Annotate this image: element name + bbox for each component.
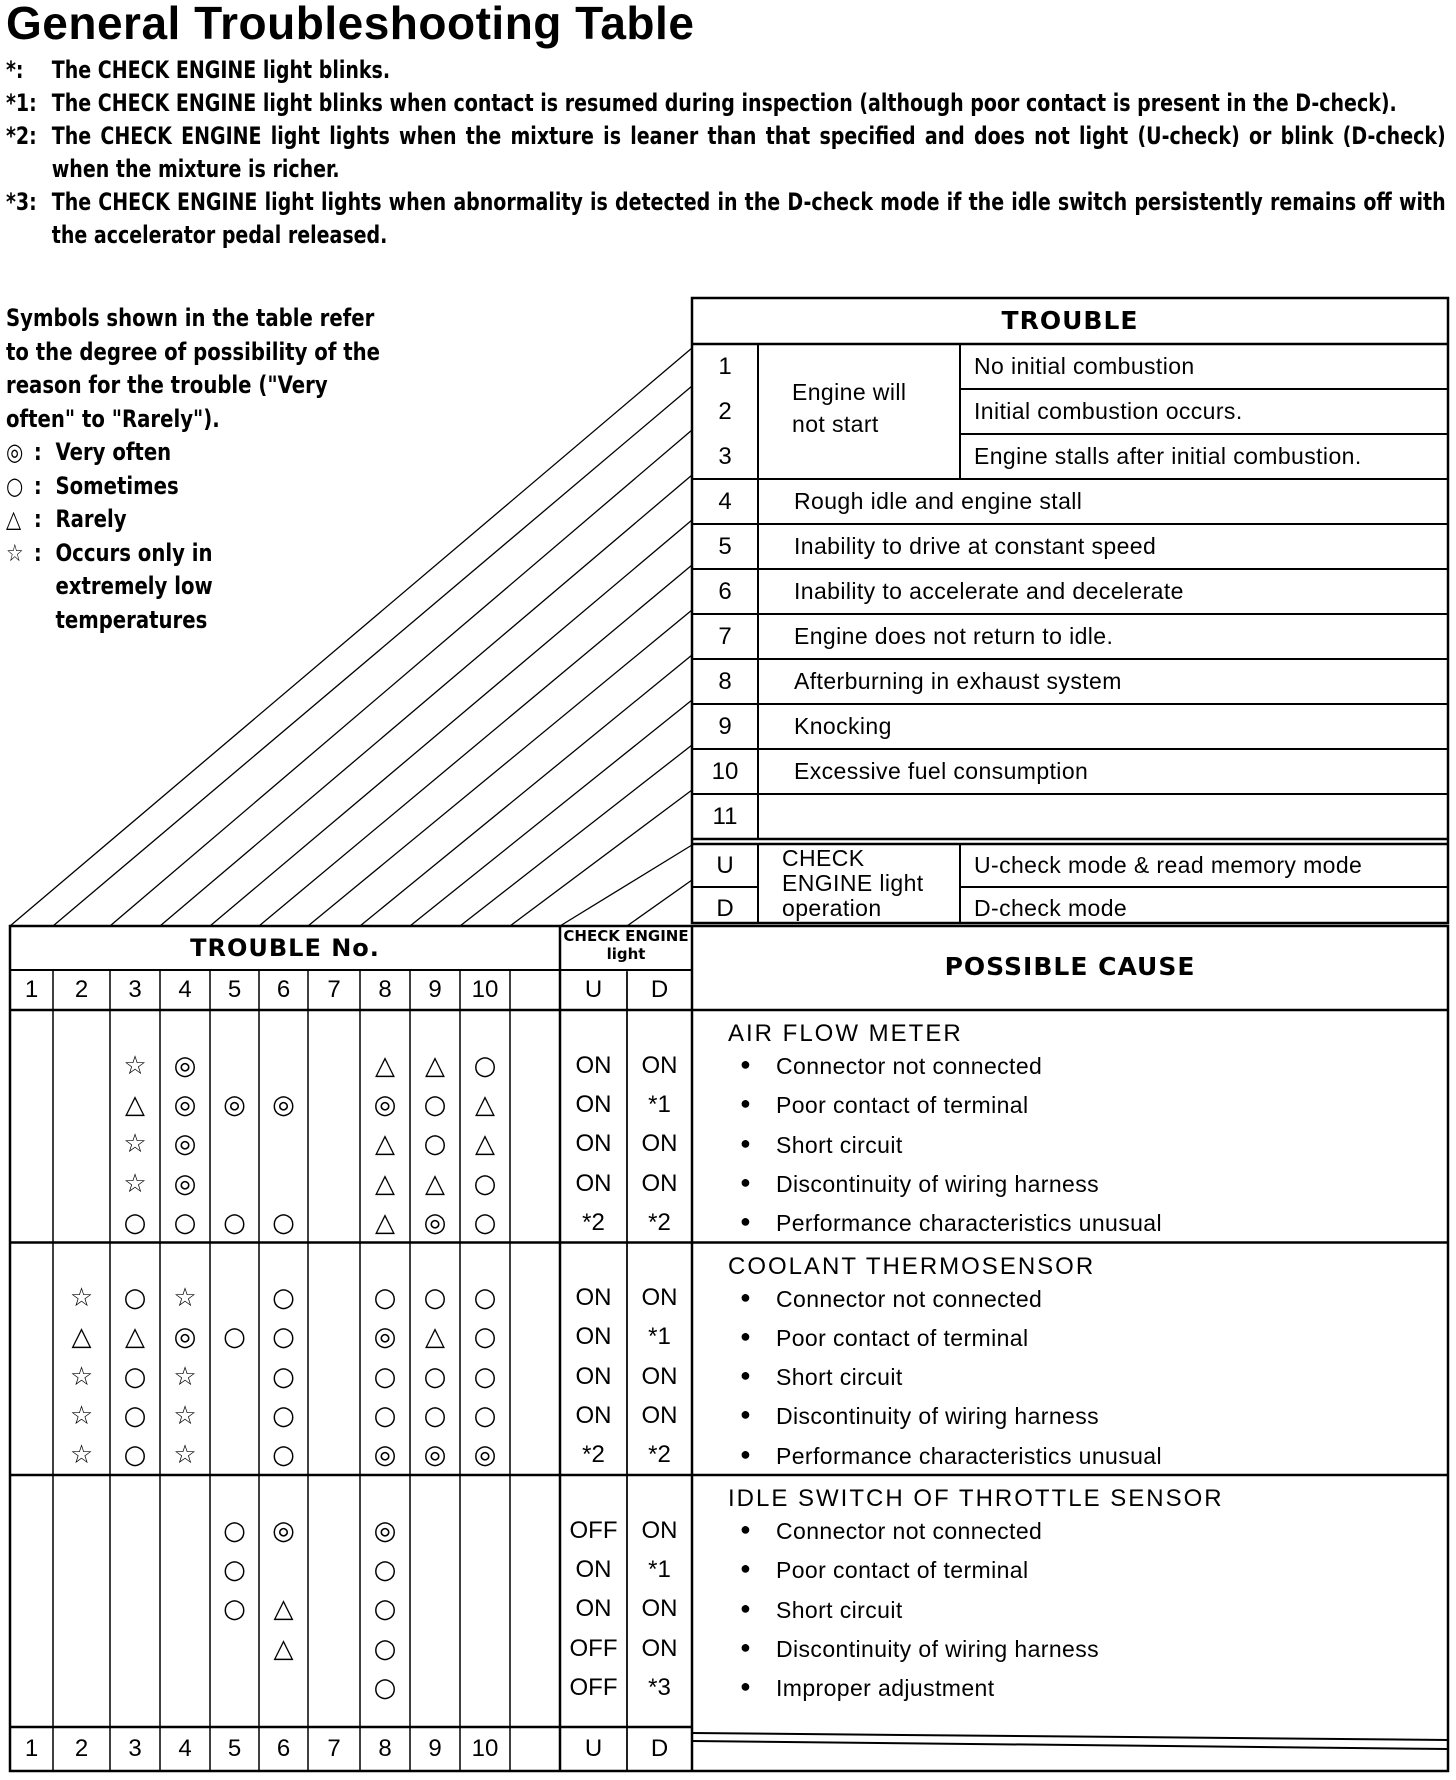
possibility-mark: ○ <box>473 1050 497 1081</box>
possibility-mark: ○ <box>473 1207 497 1238</box>
u-check-value: *2 <box>582 1208 605 1236</box>
cause-text: Improper adjustment <box>776 1675 995 1702</box>
trouble-group-label: Engine will not start <box>792 379 907 437</box>
possibility-mark: ○ <box>373 1594 397 1625</box>
possibility-mark: ○ <box>223 1322 246 1353</box>
cause-text: Connector not connected <box>776 1053 1043 1079</box>
bullet-icon: ● <box>740 1443 752 1464</box>
possibility-mark: △ <box>425 1322 445 1353</box>
possibility-mark: ○ <box>272 1207 295 1238</box>
trouble-number: 9 <box>718 712 732 740</box>
possibility-mark: ○ <box>423 1361 447 1392</box>
mode-description: D-check mode <box>974 895 1128 921</box>
d-check-value: *1 <box>648 1090 671 1118</box>
possibility-mark: ☆ <box>123 1129 147 1160</box>
footer-column: 7 <box>327 1735 341 1762</box>
u-check-value: OFF <box>569 1634 618 1662</box>
possibility-mark: ◎ <box>173 1168 197 1199</box>
trouble-number: 11 <box>712 802 738 830</box>
bullet-icon: ● <box>740 1093 752 1114</box>
possibility-mark: ○ <box>423 1283 447 1314</box>
footer-column: 4 <box>178 1735 192 1762</box>
column-header: 10 <box>471 976 499 1003</box>
bullet-icon: ● <box>740 1519 752 1539</box>
possibility-mark: ☆ <box>173 1283 197 1314</box>
bullet-icon: ● <box>740 1325 752 1346</box>
possible-cause-header: POSSIBLE CAUSE <box>944 952 1196 981</box>
trouble-header: TROUBLE <box>1001 306 1139 335</box>
footer-column: 5 <box>227 1735 242 1762</box>
group-title: AIR FLOW METER <box>728 1020 963 1047</box>
mode-description: U-check mode & read memory mode <box>974 852 1363 878</box>
possibility-mark: ○ <box>272 1401 295 1432</box>
possibility-mark: △ <box>125 1322 145 1353</box>
column-header: 5 <box>227 976 242 1003</box>
cause-text: Short circuit <box>776 1364 903 1391</box>
cause-text: Performance characteristics unusual <box>776 1442 1162 1469</box>
trouble-number: 1 <box>718 352 732 380</box>
footnote-text: The CHECK ENGINE light blinks when contact is resumed during inspection (although poor contact is present in the D-check). <box>51 89 1397 117</box>
footnote-text: The CHECK ENGINE light blinks. <box>51 56 391 84</box>
u-check-value: ON <box>575 1284 612 1312</box>
u-check-value: ON <box>575 1555 612 1583</box>
u-check-value: ON <box>575 1090 612 1118</box>
possibility-mark: ○ <box>173 1207 197 1238</box>
trouble-description: Inability to drive at constant speed <box>794 533 1157 559</box>
bullet-icon: ● <box>740 1597 752 1618</box>
light-operation-label: CHECK ENGINE light operation <box>782 845 924 921</box>
possibility-mark: △ <box>375 1050 395 1081</box>
trouble-number: 7 <box>718 622 732 650</box>
footnote-text: The CHECK ENGINE light lights when the mixture is leaner than that specified and does not light (U-check) or blink (D-check) when the mixture is richer. <box>51 122 1446 183</box>
possibility-mark: ○ <box>223 1594 246 1625</box>
cause-text: Poor contact of terminal <box>776 1324 1029 1351</box>
trouble-number: 2 <box>718 397 732 425</box>
trouble-description: Knocking <box>794 713 892 739</box>
legend-label: Occurs only in extremely low temperatures <box>55 538 213 634</box>
trouble-description: Excessive fuel consumption <box>794 758 1089 784</box>
column-header: 8 <box>378 976 392 1003</box>
legend-label: Very often <box>55 438 172 466</box>
bullet-icon: ● <box>740 1132 752 1153</box>
possibility-mark: ○ <box>123 1401 147 1432</box>
u-check-value: OFF <box>569 1516 618 1544</box>
possibility-mark: ○ <box>473 1322 497 1353</box>
column-header: D <box>650 976 669 1003</box>
possibility-mark: △ <box>375 1168 395 1199</box>
legend-item: △ : Rarely <box>6 503 465 537</box>
bullet-icon: ● <box>740 1676 752 1697</box>
possibility-mark: ○ <box>373 1554 397 1585</box>
footnote-mark: *3: <box>6 188 37 216</box>
possibility-mark: ○ <box>223 1515 246 1546</box>
possibility-mark: ○ <box>123 1361 147 1392</box>
trouble-number: 3 <box>718 442 732 470</box>
possibility-mark: ○ <box>473 1401 497 1432</box>
possibility-mark: ◎ <box>272 1089 295 1120</box>
possibility-mark: ☆ <box>123 1050 147 1081</box>
possibility-mark: ○ <box>272 1361 295 1392</box>
possibility-mark: ☆ <box>69 1283 94 1314</box>
possibility-mark: ◎ <box>373 1515 397 1546</box>
possibility-mark: ○ <box>123 1440 147 1471</box>
footer-column: 1 <box>24 1735 39 1762</box>
cause-text: Discontinuity of wiring harness <box>776 1635 1100 1662</box>
possibility-mark: △ <box>375 1207 395 1238</box>
possibility-mark: ◎ <box>423 1207 447 1238</box>
cause-text: Discontinuity of wiring harness <box>776 1403 1100 1430</box>
possibility-mark: ○ <box>272 1322 295 1353</box>
d-check-value: ON <box>641 1595 678 1623</box>
u-check-value: ON <box>575 1402 612 1430</box>
u-check-value: ON <box>575 1130 612 1158</box>
trouble-description: Afterburning in exhaust system <box>794 668 1122 694</box>
possibility-mark: ○ <box>272 1283 295 1314</box>
possibility-mark: ○ <box>373 1633 397 1664</box>
bullet-icon: ● <box>740 1365 752 1386</box>
cause-text: Connector not connected <box>776 1285 1043 1312</box>
possibility-mark: △ <box>125 1089 145 1120</box>
possibility-mark: ◎ <box>173 1050 197 1081</box>
possibility-mark: ○ <box>373 1672 397 1703</box>
possibility-mark: ○ <box>373 1401 397 1432</box>
possibility-mark: ○ <box>123 1207 147 1238</box>
bullet-icon: ● <box>740 1404 752 1425</box>
triangle-icon: △ <box>6 505 22 533</box>
legend-label: Rarely <box>55 505 127 533</box>
group-title: IDLE SWITCH OF THROTTLE SENSOR <box>728 1485 1224 1512</box>
legend-item: ☆ : Occurs only in extremely low temperatures <box>6 537 465 638</box>
possibility-mark: △ <box>273 1594 294 1625</box>
column-header: 6 <box>276 976 291 1003</box>
possibility-mark: △ <box>475 1089 495 1120</box>
circle-icon: ○ <box>6 471 24 500</box>
trouble-description: Engine does not return to idle. <box>794 623 1114 649</box>
bullet-icon: ● <box>740 1558 752 1579</box>
bullet-icon: ● <box>740 1211 752 1232</box>
column-header: 2 <box>74 976 89 1003</box>
cause-text: Poor contact of terminal <box>776 1092 1029 1119</box>
possibility-mark: ○ <box>473 1283 497 1314</box>
column-header: 4 <box>178 976 192 1003</box>
u-check-value: OFF <box>569 1673 618 1701</box>
legend-item: ○ : Sometimes <box>6 470 465 504</box>
legend-item: ◎ : Very often <box>6 436 465 470</box>
footer-column: 6 <box>276 1735 291 1762</box>
cause-text: Connector not connected <box>776 1518 1043 1544</box>
possibility-mark: △ <box>475 1129 495 1160</box>
possibility-mark: ◎ <box>173 1129 197 1160</box>
possibility-mark: ◎ <box>173 1322 197 1353</box>
trouble-number: 8 <box>718 667 732 695</box>
d-check-value: ON <box>641 1130 678 1158</box>
possibility-mark: ○ <box>423 1129 447 1160</box>
possibility-mark: △ <box>71 1322 92 1353</box>
possibility-mark: △ <box>425 1168 445 1199</box>
footer-column: 8 <box>378 1735 392 1762</box>
page-title: General Troubleshooting Table <box>6 0 695 49</box>
possibility-mark: ☆ <box>173 1440 197 1471</box>
trouble-number: 4 <box>718 487 732 515</box>
cause-text: Poor contact of terminal <box>776 1557 1029 1584</box>
d-check-value: ON <box>641 1402 678 1430</box>
possibility-mark: ○ <box>473 1168 497 1199</box>
possibility-mark: ☆ <box>173 1401 197 1432</box>
footnote-mark: *2: <box>6 122 37 150</box>
trouble-description: Inability to accelerate and decelerate <box>794 578 1184 604</box>
footnote-mark: *1: <box>6 89 37 117</box>
possibility-mark: ○ <box>373 1283 397 1314</box>
d-check-value: ON <box>641 1362 678 1390</box>
trouble-description: Rough idle and engine stall <box>794 488 1083 514</box>
possibility-mark: ○ <box>423 1401 447 1432</box>
footer-column: 2 <box>74 1735 89 1762</box>
possibility-mark: ◎ <box>373 1322 397 1353</box>
possibility-mark: ○ <box>223 1554 246 1585</box>
trouble-no-header: TROUBLE No. <box>190 934 380 962</box>
mode-code: D <box>716 894 734 922</box>
possibility-mark: ○ <box>473 1361 497 1392</box>
u-check-value: ON <box>575 1362 612 1390</box>
bullet-icon: ● <box>740 1054 752 1074</box>
possibility-mark: ○ <box>223 1207 246 1238</box>
possibility-mark: ◎ <box>373 1089 397 1120</box>
d-check-value: ON <box>641 1634 678 1662</box>
d-check-value: ON <box>641 1051 678 1079</box>
footnote-mark: *: <box>6 56 24 84</box>
footer-column: 9 <box>428 1735 442 1762</box>
footer-column: U <box>584 1735 603 1762</box>
possibility-mark: ○ <box>123 1283 147 1314</box>
possibility-mark: ○ <box>373 1361 397 1392</box>
possibility-mark: ◎ <box>173 1089 197 1120</box>
possibility-mark: ◎ <box>423 1440 447 1471</box>
double-circle-icon: ◎ <box>6 438 24 466</box>
bullet-icon: ● <box>740 1636 752 1657</box>
possibility-mark: ☆ <box>123 1168 147 1199</box>
column-header: U <box>584 976 603 1003</box>
group-title: COOLANT THERMOSENSOR <box>728 1252 1096 1280</box>
possibility-mark: △ <box>375 1129 395 1160</box>
cause-text: Performance characteristics unusual <box>776 1210 1162 1237</box>
d-check-value: ON <box>641 1516 678 1544</box>
possibility-mark: ☆ <box>69 1401 94 1432</box>
u-check-value: ON <box>575 1051 612 1079</box>
trouble-description: Initial combustion occurs. <box>974 398 1243 424</box>
d-check-value: *2 <box>648 1208 671 1236</box>
footer-column: 3 <box>128 1735 142 1762</box>
trouble-number: 6 <box>718 577 732 605</box>
u-check-value: ON <box>575 1595 612 1623</box>
trouble-description: Engine stalls after initial combustion. <box>974 443 1362 469</box>
possibility-mark: ○ <box>272 1440 295 1471</box>
possibility-mark: ☆ <box>173 1361 197 1392</box>
possibility-mark: ☆ <box>69 1361 94 1392</box>
legend-label: Sometimes <box>55 471 179 500</box>
possibility-mark: ◎ <box>473 1440 497 1471</box>
cause-text: Discontinuity of wiring harness <box>776 1170 1100 1197</box>
footer-column: 10 <box>471 1735 499 1762</box>
possibility-mark: ◎ <box>272 1515 295 1546</box>
possibility-mark: △ <box>273 1633 294 1664</box>
cause-text: Short circuit <box>776 1131 903 1158</box>
bullet-icon: ● <box>740 1286 752 1307</box>
d-check-value: *1 <box>648 1555 671 1583</box>
column-header: 9 <box>428 976 442 1003</box>
possibility-mark: ◎ <box>373 1440 397 1471</box>
bullet-icon: ● <box>740 1171 752 1192</box>
u-check-value: *2 <box>582 1441 605 1469</box>
d-check-value: ON <box>641 1169 678 1197</box>
footnote-text: The CHECK ENGINE light lights when abnormality is detected in the D-check mode if the idle switch persistently remains off with the accelerator pedal released. <box>51 188 1446 249</box>
possibility-mark: ◎ <box>223 1089 246 1120</box>
legend-intro: Symbols shown in the table refer to the degree of possibility of the reason for the trouble ("Very often" to "Rarely"). <box>6 304 380 433</box>
d-check-value: *2 <box>648 1441 671 1469</box>
column-header: 7 <box>327 976 341 1003</box>
trouble-number: 10 <box>711 757 739 785</box>
column-header: 1 <box>24 976 39 1003</box>
d-check-value: ON <box>641 1284 678 1312</box>
possibility-mark: △ <box>425 1050 445 1081</box>
mode-code: U <box>716 851 734 879</box>
possibility-mark: ☆ <box>69 1440 94 1471</box>
d-check-value: *1 <box>648 1323 671 1351</box>
u-check-value: ON <box>575 1323 612 1351</box>
cause-text: Short circuit <box>776 1596 903 1623</box>
d-check-value: *3 <box>648 1673 671 1701</box>
trouble-number: 5 <box>718 532 732 560</box>
star-icon: ☆ <box>6 538 24 567</box>
u-check-value: ON <box>575 1169 612 1197</box>
column-header: 3 <box>128 976 142 1003</box>
possibility-mark: ○ <box>423 1089 447 1120</box>
footer-column: D <box>650 1735 669 1762</box>
trouble-description: No initial combustion <box>974 353 1195 379</box>
check-engine-header: CHECK ENGINE light <box>563 927 689 963</box>
